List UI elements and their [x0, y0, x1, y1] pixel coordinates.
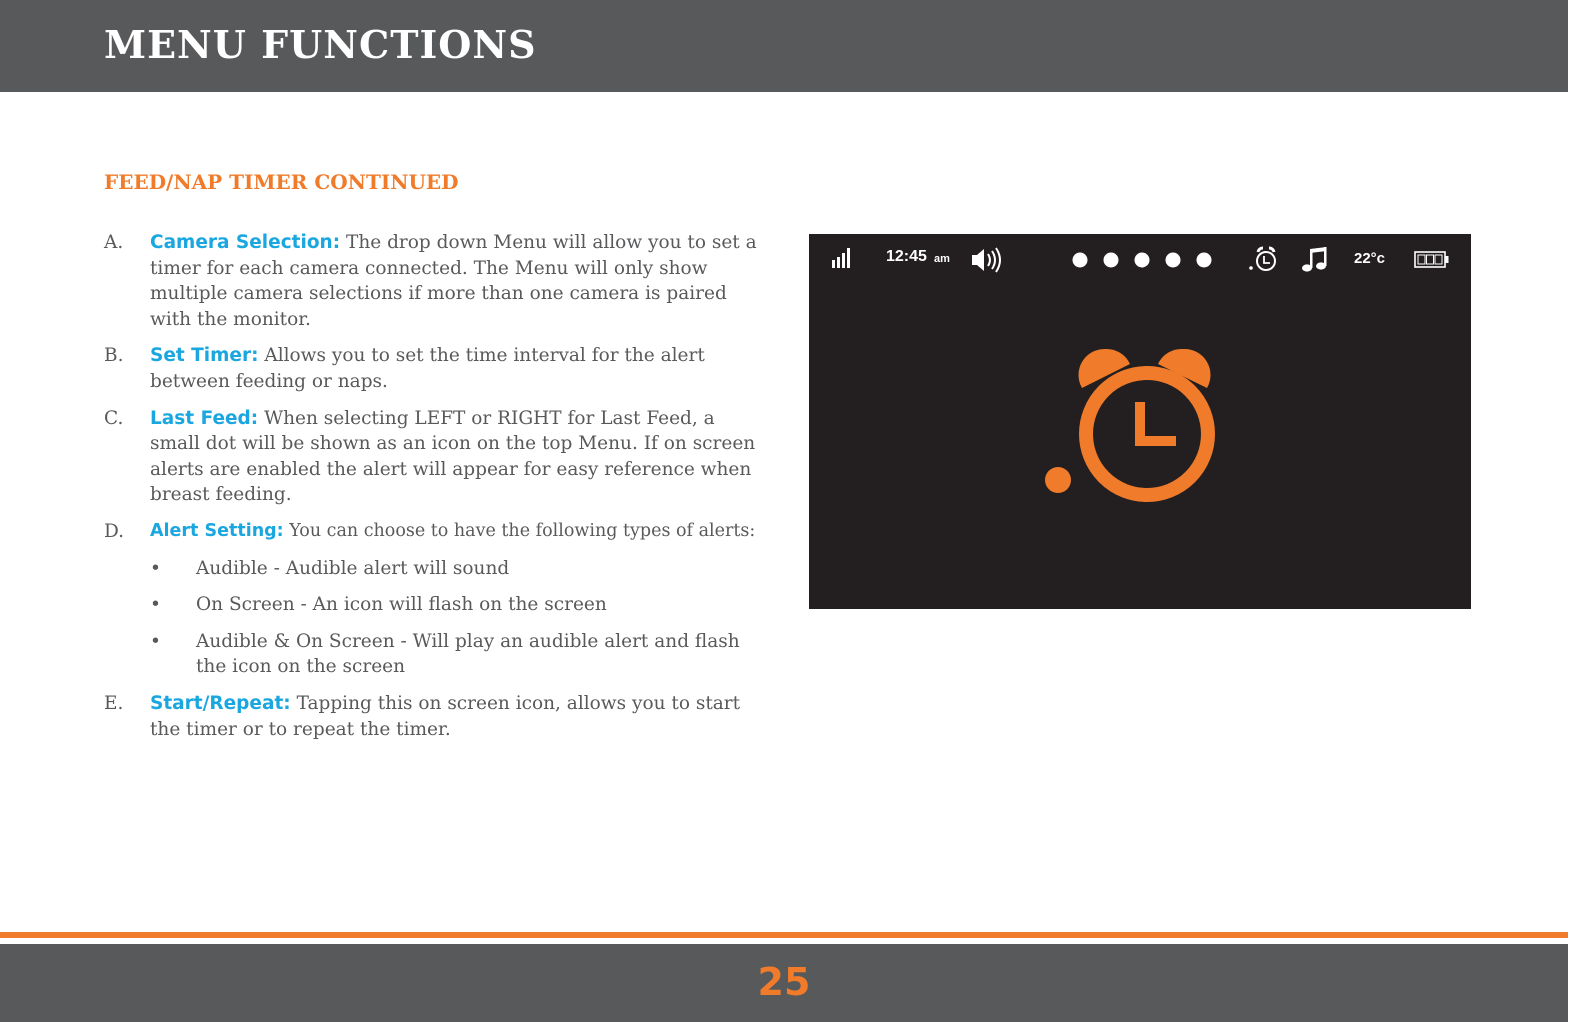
bullet-mark: • [150, 557, 161, 579]
list-item-a [104, 230, 764, 332]
camera-dot-4 [1166, 253, 1181, 268]
status-icons [809, 234, 1471, 609]
bullet-item [150, 629, 764, 680]
bullet-text: On Screen - An icon will flash on the screen [196, 594, 607, 616]
footer-divider [0, 932, 1568, 938]
item-term: Start/Repeat: [150, 692, 291, 714]
bullet-mark: • [150, 594, 161, 616]
camera-dots [1073, 253, 1212, 268]
content-body [104, 230, 764, 753]
item-term: Alert Setting: [150, 520, 284, 541]
item-body [150, 519, 764, 545]
list-item-c [104, 406, 764, 508]
bullet-item [150, 556, 764, 582]
item-text: When selecting LEFT or RIGHT for Last Feed, a small dot will be shown as an icon on the top Menu. If on screen alerts are enabled the alert will appear for easy reference when breast feeding. [150, 407, 756, 506]
item-text: The drop down Menu will allow you to set a timer for each camera connected. The Menu will only show multiple camera selections if more than one camera is paired with the monitor. [150, 232, 757, 330]
alarm-clock-icon [1045, 349, 1211, 495]
battery-icon [1415, 252, 1449, 267]
item-letter: A. [104, 232, 124, 253]
monitor-screen [809, 234, 1471, 609]
item-body [150, 691, 764, 742]
section-title: FEED/NAP TIMER CONTINUED [104, 170, 459, 194]
signal-icon [832, 248, 850, 268]
item-term: Set Timer: [150, 345, 259, 367]
item-body [150, 406, 764, 508]
clock-time: 12:45 [886, 248, 927, 265]
page-edge [1568, 0, 1581, 1022]
item-body [150, 230, 764, 332]
list-item-d [104, 519, 764, 545]
camera-dot-3 [1135, 253, 1150, 268]
page-title: MENU FUNCTIONS [104, 22, 537, 67]
item-letter: D. [104, 520, 125, 542]
bullet-text: Audible - Audible alert will sound [196, 557, 510, 579]
item-letter: B. [104, 345, 124, 367]
bullet-text: Audible & On Screen - Will play an audible alert and flash the icon on the screen [196, 630, 740, 678]
speaker-icon [972, 248, 1000, 272]
alarm-clock-small-icon [1249, 248, 1275, 270]
item-letter: C. [104, 407, 124, 429]
item-body [150, 343, 764, 394]
bullet-item [150, 592, 764, 618]
item-term: Last Feed: [150, 407, 259, 429]
list-item-b [104, 343, 764, 394]
item-letter: E. [104, 692, 124, 714]
music-icon [1302, 247, 1327, 272]
list-item-e [104, 691, 764, 742]
item-text: Allows you to set the time interval for the alert between feeding or naps. [150, 345, 705, 392]
item-term: Camera Selection: [150, 232, 341, 253]
page-number: 25 [757, 960, 811, 1004]
camera-dot-5 [1197, 253, 1212, 268]
temperature-readout: 22°c [1354, 250, 1386, 267]
camera-dot-2 [1104, 253, 1119, 268]
item-text: You can choose to have the following types of alerts: [283, 520, 756, 541]
item-text: Tapping this on screen icon, allows you to start the timer or to repeat the timer. [150, 692, 741, 740]
camera-dot-1 [1073, 253, 1088, 268]
clock-ampm: am [934, 253, 950, 265]
bullet-mark: • [150, 630, 161, 652]
